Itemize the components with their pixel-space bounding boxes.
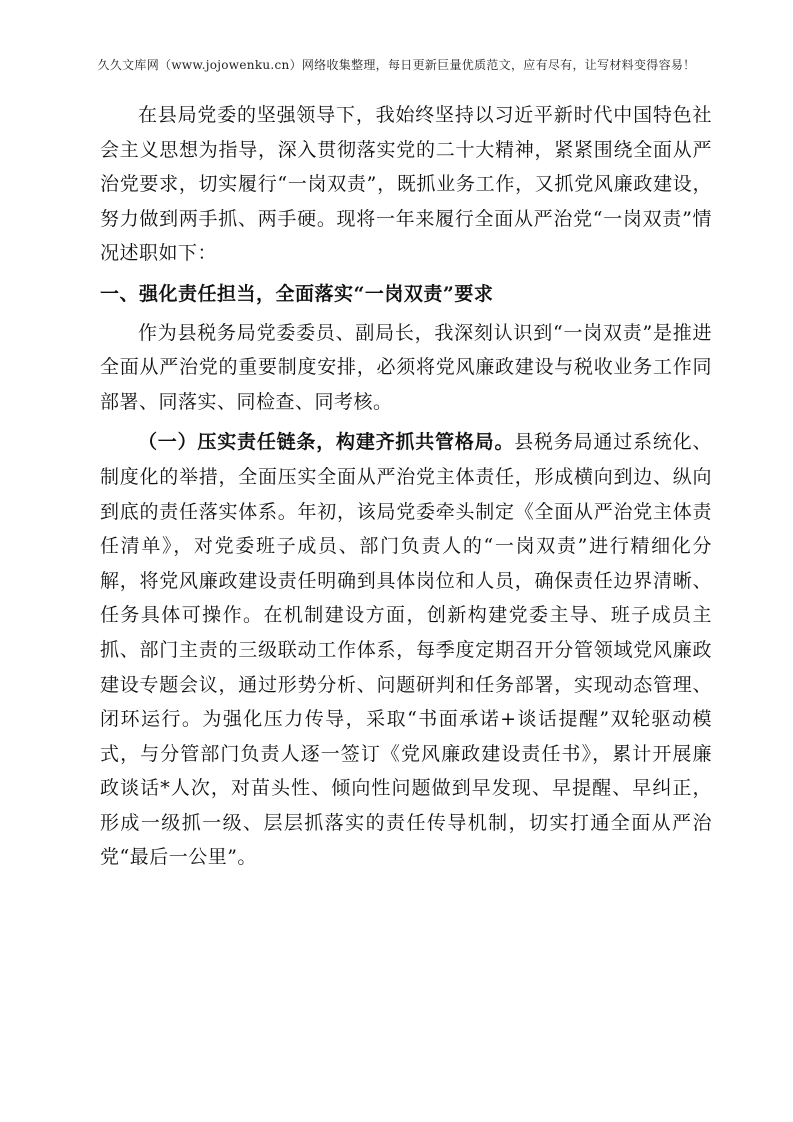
subsection-body: 县税务局通过系统化、制度化的举措，全面压实全面从严治党主体责任，形成横向到边、纵向到底的责任落实体系。年初，该局党委牵头制定《全面从严治党主体责任清单》，对党委班子成员、部门负责人的“一岗双责”进行精细化分解，将党风廉政建设责任明确到具体岗位和人员，确保责任边界清晰、任务具体可操作。在机制建设方面，创新构建党委主导、班子成员主抓、部门主责的三级联动工作体系，每季度定期召开分管领域党风廉政建设专题会议，通过形势分析、问题研判和任务部署，实现动态管理、闭环运行。为强化压力传导，采取“书面承诺+谈话提醒”双轮驱动模式，与分管部门负责人逐一签订《党风廉政建设责任书》，累计开展廉政谈话*人次，对苗头性、倾向性问题做到早发现、早提醒、早纠正，形成一级抓一级、层层抓落实的责任传导机制，切实打通全面从严治党“最后一公里”。 <box>100 431 712 869</box>
section-paragraph: 作为县税务局党委委员、副局长，我深刻认识到“一岗双责”是推进全面从严治党的重要制度安排，必须将党风廉政建设与税收业务工作同部署、同落实、同检查、同考核。 <box>100 321 712 413</box>
header-note: 久久文库网（www.jojowenku.cn）网络收集整理，每日更新巨量优质范文，应有尽有，让写材料变得容易！ <box>97 58 696 72</box>
subsection-paragraph <box>100 425 712 875</box>
section-heading: 一、强化责任担当，全面落实“一岗双责”要求 <box>100 282 494 305</box>
intro-paragraph: 在县局党委的坚强领导下，我始终坚持以习近平新时代中国特色社会主义思想为指导，深入贯彻落实党的二十大精神，紧紧围绕全面从严治党要求，切实履行“一岗双责”，既抓业务工作，又抓党风廉政建设，努力做到两手抓、两手硬。现将一年来履行全面从严治党“一岗双责”情况述职如下： <box>100 104 712 265</box>
subsection-lead-in: （一）压实责任链条，构建齐抓共管格局。 <box>138 431 515 454</box>
document-body <box>100 98 712 875</box>
